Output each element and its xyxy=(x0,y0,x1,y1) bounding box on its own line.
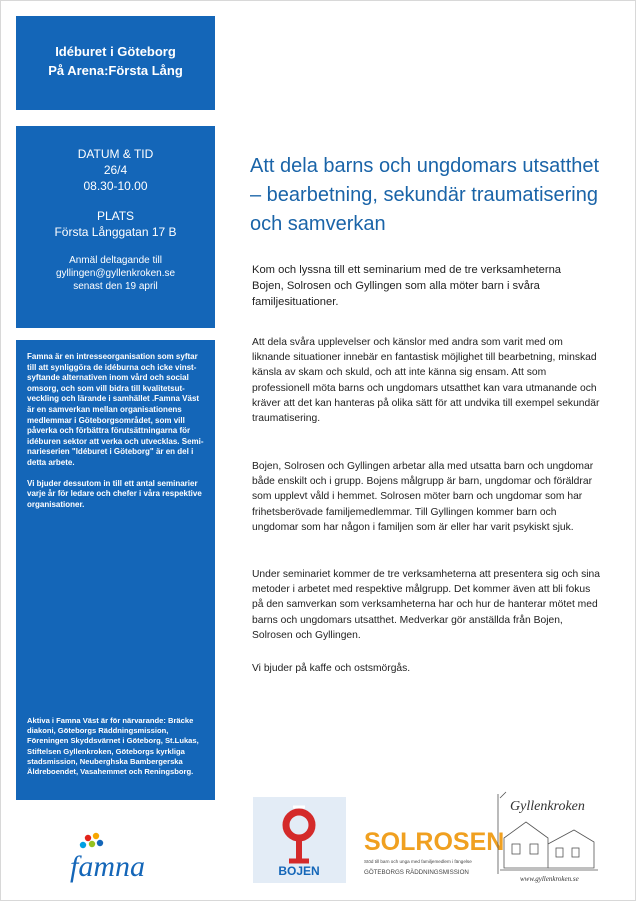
body-paragraph-1: Att dela svåra upplevelser och känslor med andra som varit med om liknande situationer innebär en fantastisk möjlighet till bearbetning, minskad känsla av skam och skuld, och att inte känna sig ensam. Att som professionell möta barns och ungdomars utsatthet kan vara utmanande och kräver att det kan hanteras på olika sätt för att undvika till exempel sekundär traumatisering. xyxy=(252,337,600,425)
about-famna-box xyxy=(16,340,215,800)
solrosen-org: GÖTEBORGS RÄDDNINGSMISSION xyxy=(364,869,469,876)
bojen-logo-text: BOJEN xyxy=(278,864,320,878)
body-paragraph-3: Under seminariet kommer de tre verksamheterna att presentera sig och sina metoder i arbetet med respektive målgrupp. Det kommer även att bli fokus på den samverkan som verksamheterna har och hur de hanterar mötet med barns och ungdomars utsatthet. Medverkar gör anställda från Bojen, Solrosen och Gyllingen. xyxy=(252,569,600,641)
solrosen-logo-text: SOLROSEN xyxy=(364,828,505,856)
solrosen-logo xyxy=(358,818,505,888)
famna-logo xyxy=(62,832,172,896)
bojen-logo xyxy=(253,797,346,883)
gyllenkroken-url: www.gyllenkroken.se xyxy=(520,875,579,883)
about-text: Famna är en intresseorganisation som syftar till att synliggöra de idéburna och icke vinst-syftande alternativen inom vård och social omsorg, och som vill bidra till kvalitetsut-veckling och lärande i samhället .Famna Väst är en samverkan mellan organisationens medlemmar i Göteborgsområdet, som vill påverka och förbättra förutsättningarna för idéburen sektor att verka och utvecklas. Semi-narieserien "Idéburet i Göteborg" är en del i detta arbete. xyxy=(27,352,204,467)
members-text: Aktiva i Famna Väst är för närvarande: Bräcke diakoni, Göteborgs Räddningsmission, Föreningen Skyddsvärnet i Göteborg, St.Lukas, Stiftelsen Gyllenkroken, Göteborgs kyrkliga stadsmission, Neuberghska Bambergerska Äldreboendet, Vasahemmet och Reningsborg. xyxy=(27,716,199,777)
date-label: DATUM & TID xyxy=(77,147,154,161)
signup-email[interactable]: gyllingen@gyllenkroken.se xyxy=(55,268,176,279)
solrosen-tagline: Stöd till barn och unga med familjemedlem i fängelse xyxy=(364,859,472,864)
place-label: PLATS xyxy=(96,209,135,223)
famna-dots-icon xyxy=(80,833,103,848)
event-title-box xyxy=(16,16,215,110)
event-place: Första Långgatan 17 B xyxy=(54,225,177,239)
famna-logo-text: famna xyxy=(70,850,145,883)
event-series-title: Idéburet i Göteborg xyxy=(55,44,176,59)
event-venue-title: På Arena:Första Lång xyxy=(48,63,183,78)
body-paragraph-4: Vi bjuder på kaffe och ostsmörgås. xyxy=(252,663,411,674)
gyllenkroken-logo-text: Gyllenkroken xyxy=(510,799,585,814)
intro-paragraph: Kom och lyssna till ett seminarium med de tre verksamheterna Bojen, Solrosen och Gyllingen som alla möter barn i svåra familjesituationer. xyxy=(252,264,562,308)
signup-text: Anmäl deltagande till xyxy=(69,255,162,266)
event-time: 08.30-10.00 xyxy=(83,179,148,193)
invitation-text: Vi bjuder dessutom in till ett antal seminarier varje år för ledare och chefer i våra respektive organisationer. xyxy=(27,478,202,509)
body-paragraph-2: Bojen, Solrosen och Gyllingen arbetar alla med utsatta barn och ungdomar både enskilt och i grupp. Bojens målgrupp är barn, ungdomar och föräldrar som upplevt våld i hemmet. Solrosen möter barn och ungdomar som har frihetsberövade familjemedlemmar. Till Gyllingen kommer barn och ungdomar som har någon i familjen som är eller har varit psykiskt sjuk. xyxy=(252,461,594,533)
event-date: 26/4 xyxy=(103,163,128,177)
event-info-box xyxy=(16,126,215,328)
gyllenkroken-logo xyxy=(496,788,601,884)
signup-deadline: senast den 19 april xyxy=(73,281,158,292)
page-title: Att dela barns och ungdomars utsatthet – bearbetning, sekundär traumatisering och samverkan xyxy=(250,155,600,235)
lifebuoy-icon xyxy=(286,807,312,861)
